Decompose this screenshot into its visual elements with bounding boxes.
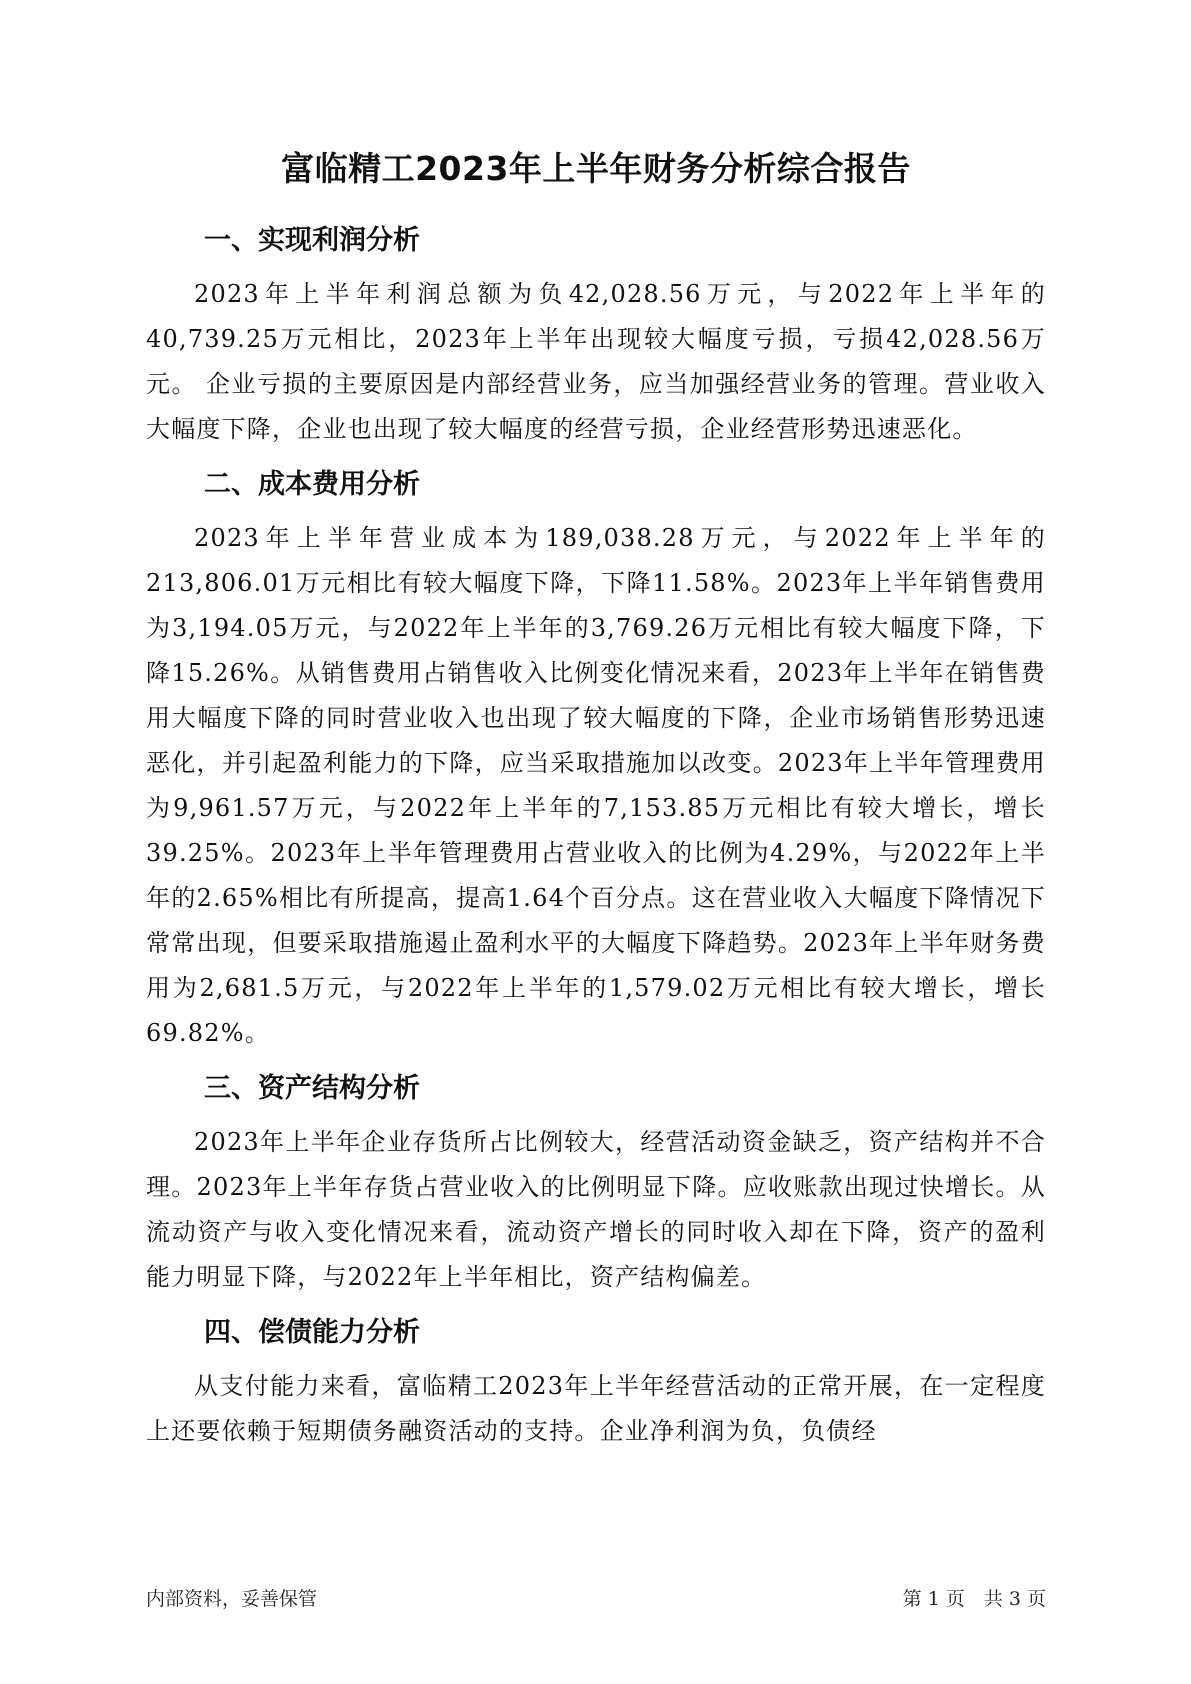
footer-page-number: 第 1 页 共 3 页 <box>902 1588 1046 1610</box>
footer-confidential-note: 内部资料，妥善保管 <box>146 1588 318 1610</box>
section-heading: 四、偿债能力分析 <box>204 1317 420 1348</box>
section-cost-analysis <box>146 462 1046 1056</box>
section-heading: 二、成本费用分析 <box>204 469 420 500</box>
section-body: 2023年上半年企业存货所占比例较大，经营活动资金缺乏，资产结构并不合理。2023年上半年存货占营业收入的比例明显下降。应收账款出现过快增长。从流动资产与收入变化情况来看，流动资产增长的同时收入却在下降，资产的盈利能力明显下降，与2022年上半年相比，资产结构偏差。 <box>146 1128 1046 1291</box>
section-solvency-analysis <box>146 1310 1046 1454</box>
section-body: 从支付能力来看，富临精工2023年上半年经营活动的正常开展，在一定程度上还要依赖于短期债务融资活动的支持。企业净利润为负，负债经 <box>146 1372 1046 1445</box>
section-asset-structure-analysis <box>146 1066 1046 1300</box>
section-body: 2023年上半年营业成本为189,038.28万元，与2022年上半年的213,806.01万元相比有较大幅度下降，下降11.58%。2023年上半年销售费用为3,194.05万元，与2022年上半年的3,769.26万元相比有较大幅度下降，下降15.26%。从销售费用占销售收入比例变化情况来看，2023年上半年在销售费用大幅度下降的同时营业收入也出现了较大幅度的下降，企业市场销售形势迅速恶化，并引起盈利能力的下降，应当采取措施加以改变。2023年上半年管理费用为9,961.57万元，与2022年上半年的7,153.85万元相比有较大增长，增长39.25%。2023年上半年管理费用占营业收入的比例为4.29%，与2022年上半年的2.65%相比有所提高，提高1.64个百分点。这在营业收入大幅度下降情况下常常出现，但要采取措施遏止盈利水平的大幅度下降趋势。2023年上半年财务费用为2,681.5万元，与2022年上半年的1,579.02万元相比有较大增长，增长69.82%。 <box>146 524 1046 1047</box>
document-content <box>146 146 1046 1464</box>
section-heading: 一、实现利润分析 <box>204 225 420 256</box>
section-profit-analysis <box>146 218 1046 452</box>
document-title: 富临精工2023年上半年财务分析综合报告 <box>281 149 911 188</box>
section-body: 2023年上半年利润总额为负42,028.56万元，与2022年上半年的40,739.25万元相比，2023年上半年出现较大幅度亏损，亏损42,028.56万元。 企业亏损的主要原因是内部经营业务，应当加强经营业务的管理。营业收入大幅度下降，企业也出现了较大幅度的经营亏损，企业经营形势迅速恶化。 <box>146 280 1046 443</box>
section-heading: 三、资产结构分析 <box>204 1073 420 1104</box>
